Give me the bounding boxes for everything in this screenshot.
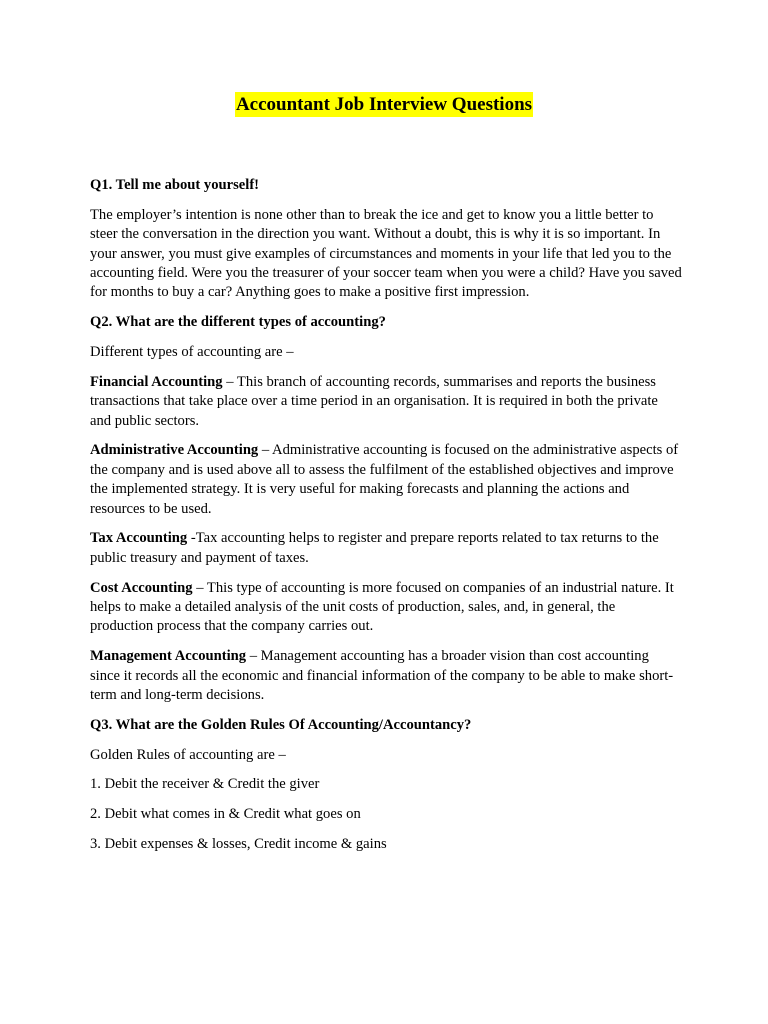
accounting-type-description: Tax accounting helps to register and prepare reports related to tax returns to the public treasury and payment of taxes. xyxy=(90,530,659,566)
accounting-type-term: Cost Accounting xyxy=(90,579,193,596)
document-title: Accountant Job Interview Questions xyxy=(235,94,533,115)
golden-rule-1: 1. Debit the receiver & Credit the giver xyxy=(90,776,320,793)
accounting-type-description: This branch of accounting records, summarises and reports the business transactions that take place over a time period in an organisation. It is required in both the private and public sectors. xyxy=(90,373,658,429)
question-2-intro: Different types of accounting are – xyxy=(90,344,294,361)
accounting-type-term: Administrative Accounting xyxy=(90,442,259,459)
accounting-type-description: This type of accounting is more focused on companies of an industrial nature. It helps to make a detailed analysis of the unit costs of production, sales, and, in general, the production process that the company carries out. xyxy=(90,579,674,635)
accounting-type-description: Management accounting has a broader vision than cost accounting since it records all the economic and financial information of the company to be able to make short-term and long-term decisions. xyxy=(90,648,674,704)
question-3-heading: Q3. What are the Golden Rules Of Accounting/Accountancy? xyxy=(90,716,472,733)
accounting-type-financial xyxy=(90,373,682,431)
accounting-type-separator: – xyxy=(258,442,273,459)
accounting-type-term: Tax Accounting xyxy=(90,530,188,547)
question-2-heading: Q2. What are the different types of accounting? xyxy=(90,314,386,331)
accounting-type-management xyxy=(90,647,682,705)
accounting-type-separator: – xyxy=(192,579,207,596)
accounting-type-term: Management Accounting xyxy=(90,648,247,665)
accounting-type-administrative xyxy=(90,441,682,519)
question-3-intro: Golden Rules of accounting are – xyxy=(90,746,286,763)
accounting-type-cost xyxy=(90,579,682,637)
title-container xyxy=(0,92,768,117)
accounting-type-term: Financial Accounting xyxy=(90,373,223,390)
question-1-heading: Q1. Tell me about yourself! xyxy=(90,177,260,193)
accounting-type-separator: - xyxy=(187,530,196,547)
question-1-answer: The employer’s intention is none other than to break the ice and get to know you a little better to steer the conversation in the direction you want. Without a doubt, this is why it is so important. In your answer, you must give examples of circumstances and moments in your life that led you to the accounting field. Were you the treasurer of your soccer team when you were a child? Have you saved for months to buy a car? Anything goes to make a positive first impression. xyxy=(90,206,682,301)
golden-rule-2: 2. Debit what comes in & Credit what goes on xyxy=(90,806,361,823)
document-body xyxy=(90,176,682,865)
accounting-type-tax xyxy=(90,529,682,568)
accounting-type-separator: – xyxy=(222,373,237,390)
accounting-type-separator: – xyxy=(246,648,261,665)
accounting-type-description: Administrative accounting is focused on the administrative aspects of the company and is used above all to assess the fulfilment of the established objectives and improve the implemented strategy. It is very useful for making forecasts and planning the actions and resources to be used. xyxy=(90,442,679,517)
golden-rule-3: 3. Debit expenses & losses, Credit income & gains xyxy=(90,836,387,853)
